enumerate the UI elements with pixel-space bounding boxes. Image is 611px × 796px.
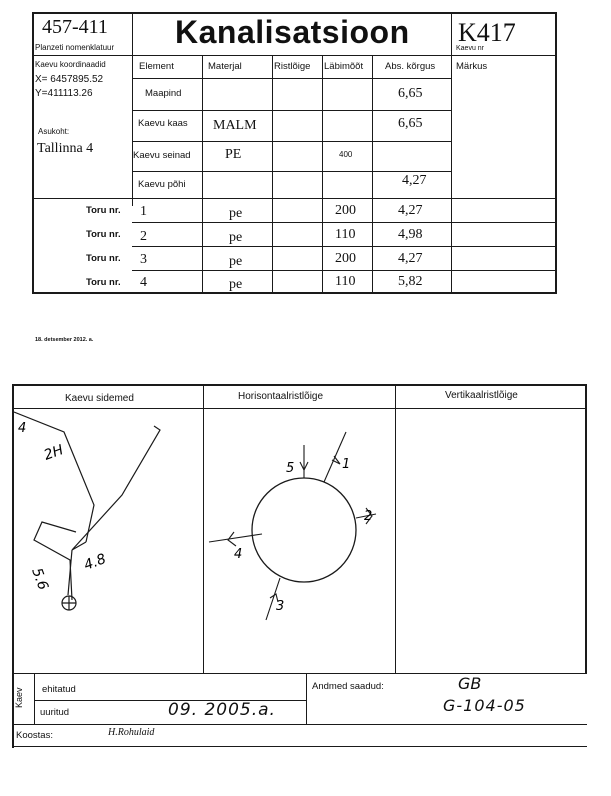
pipe-label-1: Toru nr. xyxy=(86,229,121,240)
pipe-material-1: pe xyxy=(229,230,243,245)
pipe-abs-0: 4,27 xyxy=(398,203,423,218)
col3-title: Vertikaalristlõige xyxy=(445,390,518,401)
pipe-line-4 xyxy=(209,534,262,542)
location-value: Tallinna 4 xyxy=(37,141,94,156)
pipe-number-1: 2 xyxy=(140,229,147,244)
pipe-diameter-0: 200 xyxy=(335,203,356,218)
pipe-material-0: pe xyxy=(229,206,243,221)
sketch-label-a: 4 xyxy=(18,421,27,436)
coordinates-label: Kaevu koordinaadid xyxy=(35,60,106,69)
pipe-material-2: pe xyxy=(229,254,243,269)
built-label: ehitatud xyxy=(42,684,76,695)
col-material: Materjal xyxy=(208,61,242,72)
pipe-abs-2: 4,27 xyxy=(398,251,423,266)
row-element-2: Kaevu seinad xyxy=(133,150,191,161)
coordinate-y: Y=411113.26 xyxy=(35,88,93,99)
compiled-label: Koostas: xyxy=(16,730,53,741)
well-connections-sketch xyxy=(14,410,202,672)
row-element-3: Kaevu põhi xyxy=(138,179,186,190)
well-id-label: Kaevu nr xyxy=(456,45,485,52)
col-diameter: Läbimõõt xyxy=(324,61,364,72)
surveyed-date: 09. 2005.a. xyxy=(168,700,276,720)
pipe-diameter-3: 110 xyxy=(335,274,356,289)
location-label: Asukoht: xyxy=(38,127,70,136)
section-label-2: 2 xyxy=(364,509,373,524)
section-label-1: 1 xyxy=(342,457,351,472)
pipe-number-0: 1 xyxy=(140,204,147,219)
nomenclature-number: 457-411 xyxy=(42,16,108,38)
pipe-number-2: 3 xyxy=(140,252,147,267)
col-notes: Märkus xyxy=(456,61,488,72)
pipe-label-3: Toru nr. xyxy=(86,277,121,288)
row-element-1: Kaevu kaas xyxy=(138,118,188,129)
row-abs-3: 4,27 xyxy=(402,173,427,188)
row-abs-1: 6,65 xyxy=(398,116,423,131)
data-source-line2: G-104-05 xyxy=(443,696,526,715)
row-abs-0: 6,65 xyxy=(398,86,423,101)
nomenclature-label: Planzeti nomenklatuur xyxy=(35,43,115,52)
section-label-4: 4 xyxy=(234,547,243,562)
page-title: Kanalisatsioon xyxy=(175,14,410,50)
pipe-material-3: pe xyxy=(229,277,243,292)
pipe-abs-3: 5,82 xyxy=(398,274,423,289)
sketch-label-d: 5.6 xyxy=(28,565,51,593)
compiled-by: H.Rohulaid xyxy=(108,727,155,738)
kaev-label: Kaev xyxy=(14,687,24,708)
row-diameter-2: 400 xyxy=(339,150,353,159)
pipe-label-0: Toru nr. xyxy=(86,205,121,216)
row-element-0: Maapind xyxy=(145,88,182,99)
section-label-5: 5 xyxy=(286,461,295,476)
horizontal-section-sketch xyxy=(204,410,394,672)
col2-title: Horisontaalristlõige xyxy=(238,391,324,402)
pipe-number-3: 4 xyxy=(140,275,147,290)
coordinate-x: X= 6457895.52 xyxy=(35,74,104,85)
sketch-label-c: 4.8 xyxy=(81,551,109,574)
col-element: Element xyxy=(139,61,174,72)
col1-title: Kaevu sidemed xyxy=(65,393,134,404)
well-id: K417 xyxy=(458,18,516,47)
date-note: 18. detsember 2012. a. xyxy=(35,337,94,343)
row-material-1: MALM xyxy=(213,118,257,133)
sketch-line-b xyxy=(72,426,160,550)
row-material-2: PE xyxy=(225,147,242,162)
data-source-line1: GB xyxy=(458,674,482,693)
pipe-diameter-1: 110 xyxy=(335,227,356,242)
sketch-label-b: 2H xyxy=(41,442,66,464)
pipe-label-2: Toru nr. xyxy=(86,253,121,264)
pipe-diameter-2: 200 xyxy=(335,251,356,266)
pipe-abs-1: 4,98 xyxy=(398,227,423,242)
surveyed-label: uuritud xyxy=(40,707,70,718)
col-abs-height: Abs. kõrgus xyxy=(385,61,436,72)
well-circle xyxy=(252,478,356,582)
col-cross-section: Ristlõige xyxy=(274,61,311,72)
data-source-label: Andmed saadud: xyxy=(312,681,384,692)
section-label-3: 3 xyxy=(276,599,285,614)
